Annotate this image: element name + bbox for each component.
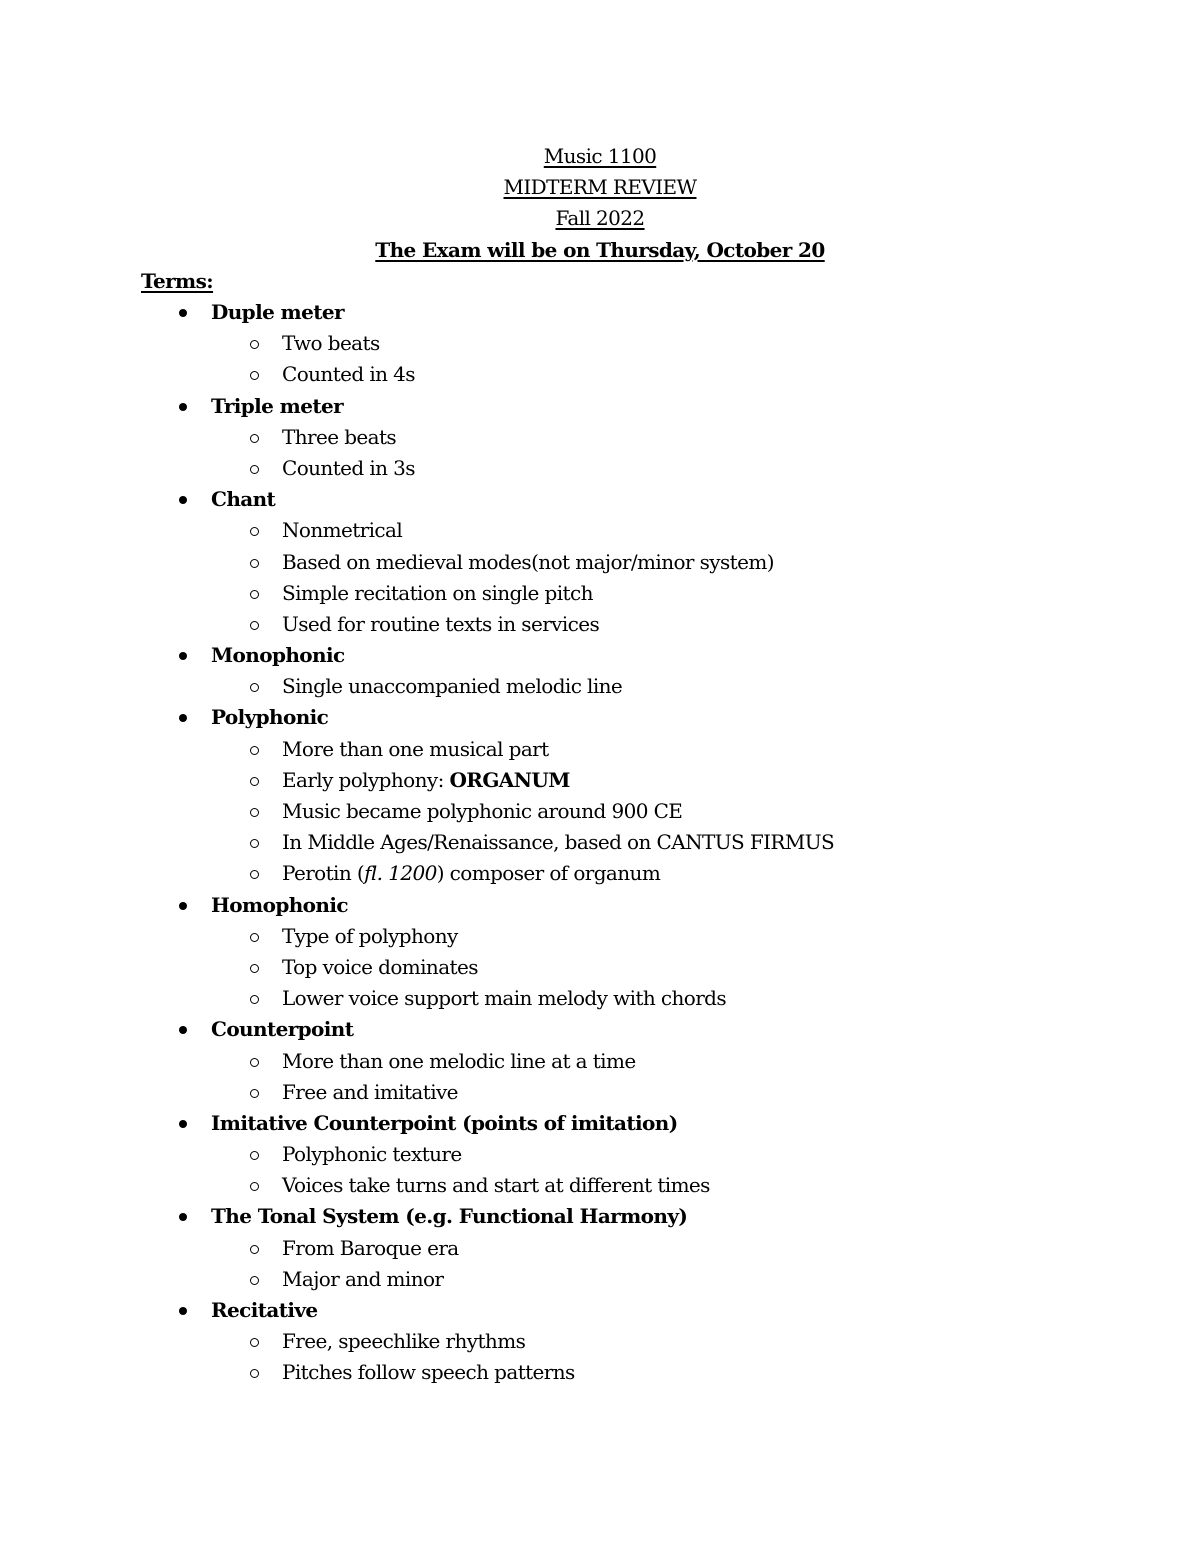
term-label: Imitative Counterpoint (points of imitation) <box>211 1110 678 1135</box>
detail-item <box>0 983 1200 1014</box>
term-details <box>0 1046 1200 1108</box>
term-row <box>0 1014 1200 1045</box>
detail-text: Three beats <box>282 424 397 449</box>
term-label: Triple meter <box>211 393 344 418</box>
hollow-bullet-icon <box>250 1089 259 1098</box>
detail-item <box>0 515 1200 546</box>
hollow-bullet-icon <box>250 870 259 879</box>
detail-prefix: Early polyphony: <box>282 767 450 792</box>
term-details <box>0 1326 1200 1388</box>
detail-item <box>0 1357 1200 1388</box>
bullet-icon <box>179 1307 187 1315</box>
term-details <box>0 734 1200 890</box>
term-item <box>0 484 1200 640</box>
detail-text <box>282 765 570 796</box>
detail-item <box>0 952 1200 983</box>
detail-text: In Middle Ages/Renaissance, based on CANTUS FIRMUS <box>282 830 835 855</box>
perotin-date: fl. 1200 <box>364 861 437 886</box>
term-title: Fall 2022 <box>555 206 645 231</box>
term-label: Recitative <box>211 1298 318 1322</box>
term-row <box>0 391 1200 422</box>
exam-date-note: The Exam will be on Thursday, October 20 <box>375 237 825 262</box>
hollow-bullet-icon <box>250 1338 259 1347</box>
hollow-bullet-icon <box>250 1182 259 1191</box>
term-details <box>0 422 1200 484</box>
hollow-bullet-icon <box>250 808 259 817</box>
term-details <box>0 1139 1200 1201</box>
term-item <box>0 702 1200 889</box>
bullet-icon <box>179 714 187 722</box>
detail-text: Polyphonic texture <box>282 1142 462 1167</box>
detail-text: Pitches follow speech patterns <box>282 1360 575 1385</box>
detail-item <box>0 1326 1200 1357</box>
detail-text: Two beats <box>282 331 380 356</box>
term-label: Homophonic <box>211 892 348 917</box>
terms-list <box>0 297 1200 1389</box>
term-row <box>0 1108 1200 1139</box>
term-details <box>0 671 1200 702</box>
hollow-bullet-icon <box>250 933 259 942</box>
bullet-icon <box>179 309 187 317</box>
term-row <box>0 640 1200 671</box>
term-details <box>0 1233 1200 1295</box>
term-label: Counterpoint <box>211 1017 354 1042</box>
detail-suffix: ) composer of organum <box>436 861 661 886</box>
detail-text: More than one musical part <box>282 736 549 761</box>
hollow-bullet-icon <box>250 590 259 599</box>
detail-item <box>0 328 1200 359</box>
hollow-bullet-icon <box>250 465 259 474</box>
hollow-bullet-icon <box>250 839 259 848</box>
bullet-icon <box>179 496 187 504</box>
detail-item <box>0 827 1200 858</box>
organum-emphasis: ORGANUM <box>449 767 570 792</box>
hollow-bullet-icon <box>250 1369 259 1378</box>
review-title: MIDTERM REVIEW <box>503 175 697 200</box>
detail-text: Used for routine texts in services <box>282 611 600 636</box>
term-details <box>0 515 1200 640</box>
detail-item <box>0 858 1200 889</box>
term-item <box>0 890 1200 1015</box>
hollow-bullet-icon <box>250 621 259 630</box>
detail-item <box>0 1233 1200 1264</box>
course-title: Music 1100 <box>543 144 657 168</box>
detail-item <box>0 734 1200 765</box>
term-row <box>0 1295 1200 1326</box>
hollow-bullet-icon <box>250 1151 259 1160</box>
detail-item <box>0 1139 1200 1170</box>
term-details <box>0 921 1200 1015</box>
document-header <box>0 141 1200 266</box>
detail-text: Music became polyphonic around 900 CE <box>282 799 683 823</box>
hollow-bullet-icon <box>250 371 259 380</box>
detail-text: Nonmetrical <box>282 518 403 543</box>
term-row <box>0 1201 1200 1232</box>
term-item <box>0 1295 1200 1389</box>
detail-item <box>0 547 1200 578</box>
detail-text: Simple recitation on single pitch <box>282 580 593 605</box>
term-item <box>0 1014 1200 1108</box>
detail-text: Free and imitative <box>282 1079 458 1104</box>
term-label: Polyphonic <box>211 705 329 730</box>
detail-text: Single unaccompanied melodic line <box>282 674 623 699</box>
detail-item <box>0 796 1200 827</box>
detail-text <box>282 858 660 889</box>
detail-text: From Baroque era <box>282 1235 459 1260</box>
term-item <box>0 297 1200 391</box>
hollow-bullet-icon <box>250 683 259 692</box>
hollow-bullet-icon <box>250 777 259 786</box>
detail-item <box>0 422 1200 453</box>
term-item <box>0 391 1200 485</box>
detail-item <box>0 1046 1200 1077</box>
detail-text: Top voice dominates <box>282 954 478 979</box>
term-row <box>0 484 1200 515</box>
term-details <box>0 328 1200 390</box>
hollow-bullet-icon <box>250 527 259 536</box>
bullet-icon <box>179 1120 187 1128</box>
term-item <box>0 1201 1200 1295</box>
hollow-bullet-icon <box>250 746 259 755</box>
hollow-bullet-icon <box>250 1276 259 1285</box>
detail-item <box>0 671 1200 702</box>
detail-item <box>0 578 1200 609</box>
hollow-bullet-icon <box>250 964 259 973</box>
hollow-bullet-icon <box>250 995 259 1004</box>
detail-item <box>0 359 1200 390</box>
detail-prefix: Perotin ( <box>282 861 365 886</box>
detail-text: Type of polyphony <box>282 923 458 948</box>
hollow-bullet-icon <box>250 1245 259 1254</box>
hollow-bullet-icon <box>250 434 259 443</box>
detail-text: More than one melodic line at a time <box>282 1048 636 1073</box>
term-row <box>0 297 1200 328</box>
term-label: Chant <box>211 487 276 512</box>
detail-item <box>0 1170 1200 1201</box>
term-row <box>0 890 1200 921</box>
bullet-icon <box>179 403 187 411</box>
term-label: Duple meter <box>211 300 344 324</box>
term-row <box>0 702 1200 733</box>
terms-heading: Terms: <box>141 269 214 293</box>
term-item <box>0 1108 1200 1202</box>
detail-text: Counted in 4s <box>282 362 415 387</box>
detail-item <box>0 1077 1200 1108</box>
term-item <box>0 640 1200 702</box>
detail-text: Lower voice support main melody with chords <box>282 986 727 1011</box>
bullet-icon <box>179 902 187 910</box>
bullet-icon <box>179 1213 187 1221</box>
detail-text: Major and minor <box>282 1266 444 1291</box>
detail-item <box>0 1264 1200 1295</box>
detail-item <box>0 921 1200 952</box>
bullet-icon <box>179 1026 187 1034</box>
detail-text: Free, speechlike rhythms <box>282 1329 526 1354</box>
term-label: Monophonic <box>211 643 345 668</box>
detail-text: Based on medieval modes(not major/minor system) <box>282 549 774 574</box>
detail-text: Voices take turns and start at different times <box>282 1173 710 1198</box>
bullet-icon <box>179 652 187 660</box>
hollow-bullet-icon <box>250 559 259 568</box>
hollow-bullet-icon <box>250 340 259 349</box>
detail-item <box>0 453 1200 484</box>
detail-item <box>0 765 1200 796</box>
detail-item <box>0 609 1200 640</box>
hollow-bullet-icon <box>250 1058 259 1067</box>
detail-text: Counted in 3s <box>282 455 415 480</box>
term-label: The Tonal System (e.g. Functional Harmony) <box>211 1204 688 1229</box>
